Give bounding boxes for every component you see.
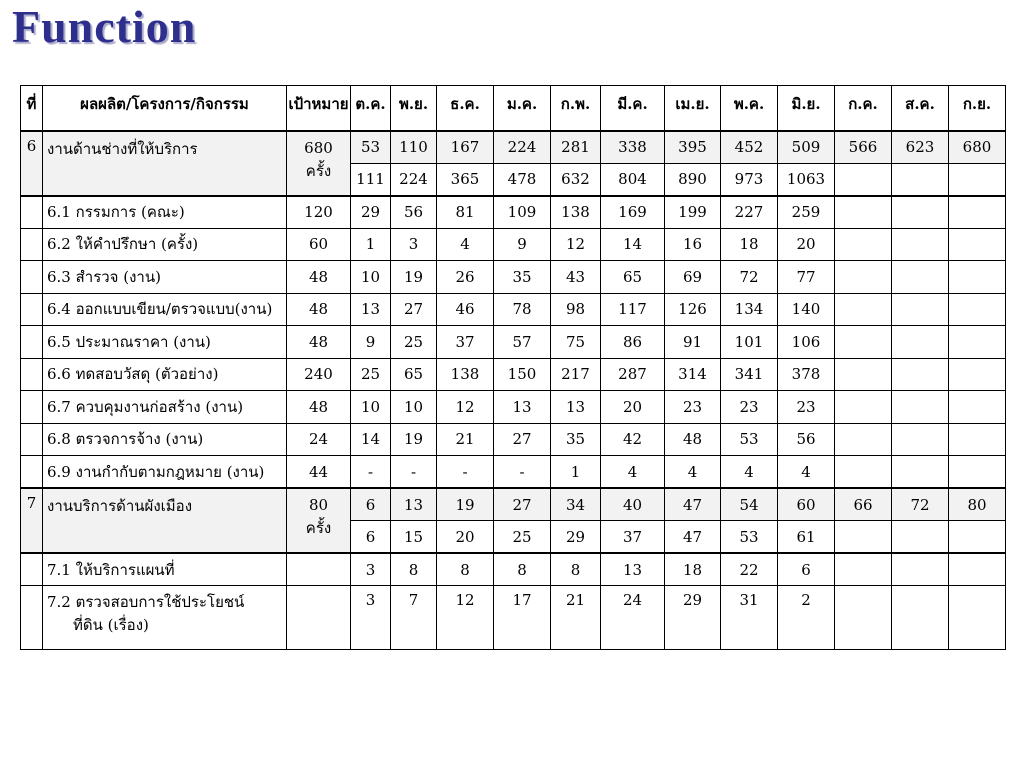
value-cell: 72 <box>721 261 778 294</box>
header-month: ต.ค. <box>351 86 391 131</box>
item-label <box>43 586 287 650</box>
value-cell: 56 <box>391 196 437 229</box>
item-row <box>21 391 1006 424</box>
header-month: ส.ค. <box>892 86 949 131</box>
actual-cell: 973 <box>721 163 778 196</box>
value-cell: 10 <box>351 261 391 294</box>
item-label: 6.9 งานกำกับตามกฎหมาย (งาน) <box>43 456 287 489</box>
item-label: 6.6 ทดสอบวัสดุ (ตัวอย่าง) <box>43 358 287 391</box>
value-cell: 13 <box>601 553 665 586</box>
item-row <box>21 326 1006 359</box>
value-cell: 26 <box>437 261 494 294</box>
group-target <box>287 131 351 196</box>
item-target: 240 <box>287 358 351 391</box>
value-cell: 21 <box>551 586 601 650</box>
item-no <box>21 326 43 359</box>
group-label: งานด้านช่างที่ให้บริการ <box>43 131 287 196</box>
group-no: 7 <box>21 488 43 553</box>
actual-cell: 111 <box>351 163 391 196</box>
value-cell: 8 <box>551 553 601 586</box>
plan-cell: 338 <box>601 131 665 164</box>
value-cell: 91 <box>665 326 721 359</box>
header-month: เม.ย. <box>665 86 721 131</box>
plan-cell: 19 <box>437 488 494 521</box>
value-cell <box>892 553 949 586</box>
actual-cell: 37 <box>601 521 665 554</box>
item-target: 24 <box>287 423 351 456</box>
target-unit: ครั้ง <box>305 519 332 538</box>
value-cell: 3 <box>391 228 437 261</box>
plan-cell: 72 <box>892 488 949 521</box>
value-cell: 14 <box>351 423 391 456</box>
value-cell: 37 <box>437 326 494 359</box>
header-no: ที่ <box>21 86 43 131</box>
value-cell <box>892 326 949 359</box>
actual-cell <box>949 163 1006 196</box>
item-no <box>21 228 43 261</box>
actual-cell: 29 <box>551 521 601 554</box>
value-cell: 126 <box>665 293 721 326</box>
actual-cell: 20 <box>437 521 494 554</box>
value-cell: 21 <box>437 423 494 456</box>
value-cell: 106 <box>778 326 835 359</box>
value-cell: 109 <box>494 196 551 229</box>
item-label: 7.1 ให้บริการแผนที่ <box>43 553 287 586</box>
value-cell: 13 <box>351 293 391 326</box>
target-value: 680 <box>304 138 333 157</box>
progress-table <box>20 85 1006 650</box>
header-month: ก.ย. <box>949 86 1006 131</box>
plan-cell: 54 <box>721 488 778 521</box>
value-cell <box>892 196 949 229</box>
actual-cell: 47 <box>665 521 721 554</box>
group-label: งานบริการด้านผังเมือง <box>43 488 287 553</box>
value-cell: 42 <box>601 423 665 456</box>
header-item: ผลผลิต/โครงการ/กิจกรรม <box>43 86 287 131</box>
plan-cell: 6 <box>351 488 391 521</box>
actual-cell: 478 <box>494 163 551 196</box>
value-cell: 341 <box>721 358 778 391</box>
plan-cell: 40 <box>601 488 665 521</box>
value-cell <box>949 196 1006 229</box>
value-cell <box>949 228 1006 261</box>
value-cell: 3 <box>351 553 391 586</box>
target-unit: ครั้ง <box>305 161 332 180</box>
value-cell <box>835 326 892 359</box>
value-cell: 101 <box>721 326 778 359</box>
actual-cell <box>835 163 892 196</box>
value-cell: 77 <box>778 261 835 294</box>
item-label: 6.7 ควบคุมงานก่อสร้าง (งาน) <box>43 391 287 424</box>
value-cell: 2 <box>778 586 835 650</box>
value-cell: 3 <box>351 586 391 650</box>
value-cell: 314 <box>665 358 721 391</box>
item-row <box>21 358 1006 391</box>
value-cell: 138 <box>551 196 601 229</box>
value-cell: 4 <box>778 456 835 489</box>
group-row <box>21 131 1006 164</box>
value-cell: 17 <box>494 586 551 650</box>
value-cell: 134 <box>721 293 778 326</box>
value-cell: 259 <box>778 196 835 229</box>
value-cell: 12 <box>551 228 601 261</box>
plan-cell: 47 <box>665 488 721 521</box>
item-no <box>21 196 43 229</box>
value-cell <box>835 228 892 261</box>
value-cell: 16 <box>665 228 721 261</box>
value-cell: 4 <box>437 228 494 261</box>
value-cell: 12 <box>437 586 494 650</box>
value-cell: 9 <box>494 228 551 261</box>
actual-cell: 890 <box>665 163 721 196</box>
value-cell: 65 <box>391 358 437 391</box>
value-cell: 25 <box>351 358 391 391</box>
item-target: 120 <box>287 196 351 229</box>
plan-cell: 27 <box>494 488 551 521</box>
item-no <box>21 391 43 424</box>
value-cell <box>949 423 1006 456</box>
value-cell: 24 <box>601 586 665 650</box>
group-target <box>287 488 351 553</box>
value-cell: 19 <box>391 423 437 456</box>
item-label: 6.5 ประมาณราคา (งาน) <box>43 326 287 359</box>
value-cell: 27 <box>391 293 437 326</box>
value-cell <box>892 228 949 261</box>
value-cell: 199 <box>665 196 721 229</box>
value-cell: 81 <box>437 196 494 229</box>
actual-cell <box>835 521 892 554</box>
value-cell: 140 <box>778 293 835 326</box>
value-cell: 169 <box>601 196 665 229</box>
value-cell: 14 <box>601 228 665 261</box>
header-month: พ.ค. <box>721 86 778 131</box>
value-cell: 19 <box>391 261 437 294</box>
item-no <box>21 456 43 489</box>
item-label: 6.3 สำรวจ (งาน) <box>43 261 287 294</box>
value-cell <box>949 553 1006 586</box>
item-target: 48 <box>287 391 351 424</box>
value-cell: 10 <box>351 391 391 424</box>
plan-cell: 623 <box>892 131 949 164</box>
value-cell: 43 <box>551 261 601 294</box>
target-value: 80 <box>308 496 329 514</box>
item-row <box>21 586 1006 650</box>
value-cell: 8 <box>437 553 494 586</box>
item-no <box>21 553 43 586</box>
value-cell: - <box>494 456 551 489</box>
value-cell: 4 <box>721 456 778 489</box>
value-cell: 29 <box>665 586 721 650</box>
actual-cell: 1063 <box>778 163 835 196</box>
item-row <box>21 553 1006 586</box>
value-cell: 378 <box>778 358 835 391</box>
value-cell <box>949 261 1006 294</box>
value-cell: 29 <box>351 196 391 229</box>
plan-cell: 509 <box>778 131 835 164</box>
value-cell: 75 <box>551 326 601 359</box>
actual-cell: 632 <box>551 163 601 196</box>
value-cell: 23 <box>721 391 778 424</box>
value-cell: 7 <box>391 586 437 650</box>
value-cell <box>949 391 1006 424</box>
value-cell: 31 <box>721 586 778 650</box>
item-row <box>21 228 1006 261</box>
value-cell: 138 <box>437 358 494 391</box>
item-target: 48 <box>287 293 351 326</box>
value-cell: 56 <box>778 423 835 456</box>
value-cell: 18 <box>721 228 778 261</box>
value-cell: 4 <box>601 456 665 489</box>
header-month: ธ.ค. <box>437 86 494 131</box>
plan-cell: 110 <box>391 131 437 164</box>
actual-cell: 53 <box>721 521 778 554</box>
plan-cell: 60 <box>778 488 835 521</box>
item-target: 48 <box>287 326 351 359</box>
page-title: Function <box>12 1 197 52</box>
value-cell: 86 <box>601 326 665 359</box>
actual-cell: 61 <box>778 521 835 554</box>
item-target <box>287 586 351 650</box>
plan-cell: 224 <box>494 131 551 164</box>
item-row <box>21 261 1006 294</box>
item-label: 6.2 ให้คำปรึกษา (ครั้ง) <box>43 228 287 261</box>
value-cell <box>892 391 949 424</box>
value-cell: 227 <box>721 196 778 229</box>
item-row <box>21 423 1006 456</box>
value-cell: 22 <box>721 553 778 586</box>
item-no <box>21 358 43 391</box>
actual-cell: 365 <box>437 163 494 196</box>
actual-cell: 224 <box>391 163 437 196</box>
item-target: 48 <box>287 261 351 294</box>
value-cell: 287 <box>601 358 665 391</box>
actual-cell <box>892 521 949 554</box>
value-cell: 117 <box>601 293 665 326</box>
value-cell: 98 <box>551 293 601 326</box>
value-cell <box>835 358 892 391</box>
header-month: ก.ค. <box>835 86 892 131</box>
value-cell <box>835 261 892 294</box>
actual-cell: 804 <box>601 163 665 196</box>
value-cell <box>835 586 892 650</box>
header-month: มิ.ย. <box>778 86 835 131</box>
value-cell <box>892 586 949 650</box>
item-target: 60 <box>287 228 351 261</box>
value-cell: 46 <box>437 293 494 326</box>
value-cell: 57 <box>494 326 551 359</box>
item-no <box>21 423 43 456</box>
item-row <box>21 196 1006 229</box>
item-label-line1: 7.2 ตรวจสอบการใช้ประโยชน์ <box>47 593 245 611</box>
plan-cell: 566 <box>835 131 892 164</box>
item-label: 6.8 ตรวจการจ้าง (งาน) <box>43 423 287 456</box>
value-cell: 23 <box>665 391 721 424</box>
value-cell: 13 <box>494 391 551 424</box>
value-cell: 6 <box>778 553 835 586</box>
item-no <box>21 261 43 294</box>
value-cell <box>835 553 892 586</box>
value-cell <box>949 586 1006 650</box>
value-cell <box>835 391 892 424</box>
plan-cell: 13 <box>391 488 437 521</box>
value-cell: 8 <box>494 553 551 586</box>
actual-cell: 25 <box>494 521 551 554</box>
value-cell: 150 <box>494 358 551 391</box>
value-cell: 12 <box>437 391 494 424</box>
value-cell: 8 <box>391 553 437 586</box>
value-cell <box>949 358 1006 391</box>
plan-cell: 281 <box>551 131 601 164</box>
value-cell: 13 <box>551 391 601 424</box>
header-month: ก.พ. <box>551 86 601 131</box>
value-cell <box>949 293 1006 326</box>
value-cell: - <box>351 456 391 489</box>
value-cell: 18 <box>665 553 721 586</box>
value-cell: 20 <box>778 228 835 261</box>
value-cell: 65 <box>601 261 665 294</box>
value-cell <box>892 293 949 326</box>
value-cell: 1 <box>551 456 601 489</box>
header-month: พ.ย. <box>391 86 437 131</box>
value-cell: 48 <box>665 423 721 456</box>
actual-cell: 15 <box>391 521 437 554</box>
item-row <box>21 456 1006 489</box>
value-cell: 78 <box>494 293 551 326</box>
value-cell: 25 <box>391 326 437 359</box>
value-cell: 27 <box>494 423 551 456</box>
item-row <box>21 293 1006 326</box>
value-cell: 35 <box>494 261 551 294</box>
plan-cell: 53 <box>351 131 391 164</box>
value-cell: 35 <box>551 423 601 456</box>
value-cell <box>835 293 892 326</box>
header-row <box>21 86 1006 131</box>
item-label: 6.1 กรรมการ (คณะ) <box>43 196 287 229</box>
value-cell <box>892 358 949 391</box>
group-no: 6 <box>21 131 43 196</box>
value-cell: 53 <box>721 423 778 456</box>
value-cell: 69 <box>665 261 721 294</box>
item-label-line2: ที่ดิน (เรื่อง) <box>73 616 149 635</box>
value-cell: 10 <box>391 391 437 424</box>
plan-cell: 452 <box>721 131 778 164</box>
value-cell <box>949 456 1006 489</box>
item-no <box>21 586 43 650</box>
plan-cell: 34 <box>551 488 601 521</box>
header-target: เป้าหมาย <box>287 86 351 131</box>
plan-cell: 80 <box>949 488 1006 521</box>
value-cell: 23 <box>778 391 835 424</box>
plan-cell: 395 <box>665 131 721 164</box>
value-cell <box>835 456 892 489</box>
plan-cell: 167 <box>437 131 494 164</box>
header-month: ม.ค. <box>494 86 551 131</box>
value-cell <box>949 326 1006 359</box>
value-cell: 4 <box>665 456 721 489</box>
value-cell <box>892 261 949 294</box>
value-cell <box>835 196 892 229</box>
plan-cell: 66 <box>835 488 892 521</box>
value-cell: 20 <box>601 391 665 424</box>
value-cell <box>892 456 949 489</box>
value-cell: - <box>391 456 437 489</box>
value-cell: 217 <box>551 358 601 391</box>
value-cell: 1 <box>351 228 391 261</box>
header-month: มี.ค. <box>601 86 665 131</box>
item-target: 44 <box>287 456 351 489</box>
value-cell: - <box>437 456 494 489</box>
plan-cell: 680 <box>949 131 1006 164</box>
actual-cell <box>949 521 1006 554</box>
actual-cell <box>892 163 949 196</box>
value-cell <box>892 423 949 456</box>
actual-cell: 6 <box>351 521 391 554</box>
item-target <box>287 553 351 586</box>
group-row <box>21 488 1006 521</box>
value-cell: 9 <box>351 326 391 359</box>
item-no <box>21 293 43 326</box>
value-cell <box>835 423 892 456</box>
item-label: 6.4 ออกแบบเขียน/ตรวจแบบ(งาน) <box>43 293 287 326</box>
